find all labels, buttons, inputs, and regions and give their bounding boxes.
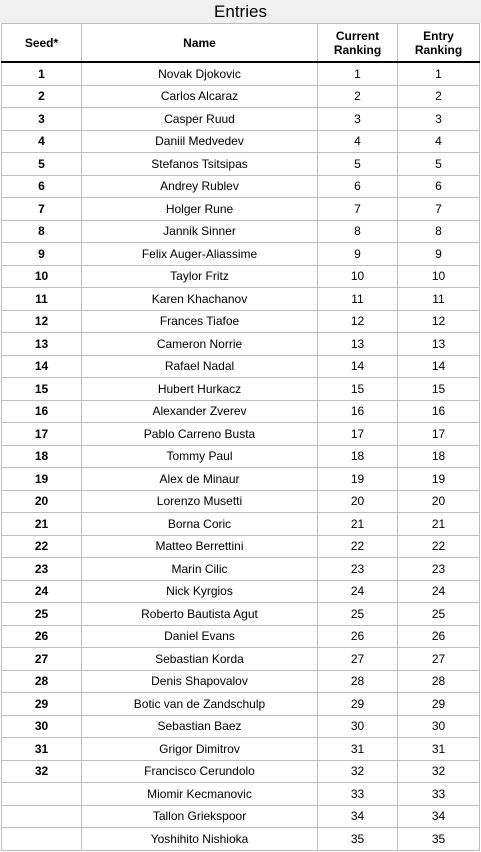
entry-ranking-cell: 19 [398,468,480,491]
table-row [2,558,480,581]
table-row [2,445,480,468]
player-name-cell: Matteo Berrettini [82,535,318,558]
seed-cell: 4 [2,130,82,153]
entry-ranking-cell: 1 [398,62,480,85]
seed-cell: 31 [2,738,82,761]
table-row [2,288,480,311]
table-row [2,85,480,108]
current-ranking-cell: 30 [318,715,398,738]
table-row [2,805,480,828]
table-row [2,265,480,288]
current-ranking-cell: 12 [318,310,398,333]
seed-cell: 32 [2,760,82,783]
current-ranking-cell: 19 [318,468,398,491]
current-ranking-cell: 22 [318,535,398,558]
current-ranking-cell: 14 [318,355,398,378]
seed-cell [2,828,82,851]
entry-ranking-cell: 23 [398,558,480,581]
player-name-cell: Lorenzo Musetti [82,490,318,513]
current-ranking-cell: 24 [318,580,398,603]
entry-ranking-cell: 15 [398,378,480,401]
player-name-cell: Alexander Zverev [82,400,318,423]
table-row [2,648,480,671]
seed-cell: 26 [2,625,82,648]
player-name-cell: Miomir Kecmanovic [82,783,318,806]
current-ranking-cell: 7 [318,198,398,221]
entry-ranking-cell: 24 [398,580,480,603]
player-name-cell: Pablo Carreno Busta [82,423,318,446]
current-ranking-cell: 18 [318,445,398,468]
entry-ranking-cell: 34 [398,805,480,828]
table-row [2,355,480,378]
table-row [2,108,480,131]
player-name-cell: Francisco Cerundolo [82,760,318,783]
current-ranking-cell: 21 [318,513,398,536]
seed-cell: 1 [2,62,82,85]
current-ranking-cell: 29 [318,693,398,716]
current-ranking-cell: 3 [318,108,398,131]
header-line: Ranking [333,42,382,57]
table-row [2,220,480,243]
current-ranking-cell: 2 [318,85,398,108]
entry-ranking-cell: 21 [398,513,480,536]
player-name-cell: Tallon Griekspoor [82,805,318,828]
current-ranking-cell: 1 [318,62,398,85]
seed-cell [2,783,82,806]
player-name-cell: Felix Auger-Aliassime [82,243,318,266]
table-row [2,130,480,153]
entry-ranking-cell: 30 [398,715,480,738]
entry-ranking-cell: 11 [398,288,480,311]
header-line: Current [335,28,380,43]
table-row [2,153,480,176]
current-ranking-cell: 34 [318,805,398,828]
table-row [2,670,480,693]
table-row [2,603,480,626]
table-row [2,243,480,266]
player-name-cell: Andrey Rublev [82,175,318,198]
entry-ranking-cell: 8 [398,220,480,243]
player-name-cell: Carlos Alcaraz [82,85,318,108]
player-name-cell: Marin Cilic [82,558,318,581]
seed-cell: 15 [2,378,82,401]
seed-cell: 7 [2,198,82,221]
seed-cell: 19 [2,468,82,491]
entry-ranking-cell: 29 [398,693,480,716]
table-row [2,333,480,356]
entry-ranking-cell: 32 [398,760,480,783]
entries-table [1,23,480,851]
seed-cell: 21 [2,513,82,536]
seed-cell: 25 [2,603,82,626]
column-header-seed: Seed* [2,24,82,63]
current-ranking-cell: 33 [318,783,398,806]
player-name-cell: Sebastian Baez [82,715,318,738]
table-row [2,535,480,558]
entry-ranking-cell: 33 [398,783,480,806]
entry-ranking-cell: 31 [398,738,480,761]
seed-cell: 17 [2,423,82,446]
entry-ranking-cell: 5 [398,153,480,176]
player-name-cell: Sebastian Korda [82,648,318,671]
player-name-cell: Grigor Dimitrov [82,738,318,761]
player-name-cell: Cameron Norrie [82,333,318,356]
current-ranking-cell: 8 [318,220,398,243]
current-ranking-cell: 13 [318,333,398,356]
entry-ranking-cell: 27 [398,648,480,671]
seed-cell: 23 [2,558,82,581]
table-row [2,828,480,851]
player-name-cell: Jannik Sinner [82,220,318,243]
table-row [2,625,480,648]
player-name-cell: Karen Khachanov [82,288,318,311]
seed-cell: 11 [2,288,82,311]
header-line: Ranking [414,42,463,57]
entry-ranking-cell: 26 [398,625,480,648]
player-name-cell: Denis Shapovalov [82,670,318,693]
player-name-cell: Nick Kyrgios [82,580,318,603]
table-row [2,490,480,513]
player-name-cell: Daniil Medvedev [82,130,318,153]
seed-cell: 9 [2,243,82,266]
table-row [2,738,480,761]
current-ranking-cell: 23 [318,558,398,581]
entry-ranking-cell: 10 [398,265,480,288]
table-row [2,468,480,491]
seed-cell: 18 [2,445,82,468]
entry-ranking-cell: 7 [398,198,480,221]
current-ranking-cell: 11 [318,288,398,311]
table-row [2,693,480,716]
seed-cell: 6 [2,175,82,198]
header-line: Entry [423,28,454,43]
current-ranking-cell: 20 [318,490,398,513]
seed-cell: 14 [2,355,82,378]
entry-ranking-cell: 14 [398,355,480,378]
table-body [2,62,480,850]
current-ranking-cell: 15 [318,378,398,401]
current-ranking-cell: 35 [318,828,398,851]
player-name-cell: Holger Rune [82,198,318,221]
player-name-cell: Alex de Minaur [82,468,318,491]
player-name-cell: Tommy Paul [82,445,318,468]
current-ranking-cell: 16 [318,400,398,423]
current-ranking-cell: 6 [318,175,398,198]
table-row [2,175,480,198]
column-header-entry-ranking [398,24,480,63]
current-ranking-cell: 25 [318,603,398,626]
seed-cell: 24 [2,580,82,603]
table-row [2,715,480,738]
table-row [2,783,480,806]
entry-ranking-cell: 9 [398,243,480,266]
column-header-current-ranking [318,24,398,63]
current-ranking-cell: 32 [318,760,398,783]
entry-ranking-cell: 2 [398,85,480,108]
header-row [2,24,480,63]
entry-ranking-cell: 28 [398,670,480,693]
current-ranking-cell: 28 [318,670,398,693]
seed-cell: 3 [2,108,82,131]
entry-ranking-cell: 25 [398,603,480,626]
seed-cell: 2 [2,85,82,108]
player-name-cell: Yoshihito Nishioka [82,828,318,851]
current-ranking-cell: 27 [318,648,398,671]
player-name-cell: Casper Ruud [82,108,318,131]
seed-cell: 20 [2,490,82,513]
seed-cell: 8 [2,220,82,243]
player-name-cell: Hubert Hurkacz [82,378,318,401]
current-ranking-cell: 17 [318,423,398,446]
table-row [2,62,480,85]
table-header [2,24,480,63]
table-row [2,760,480,783]
entry-ranking-cell: 20 [398,490,480,513]
entry-ranking-cell: 22 [398,535,480,558]
player-name-cell: Novak Djokovic [82,62,318,85]
table-row [2,378,480,401]
player-name-cell: Rafael Nadal [82,355,318,378]
player-name-cell: Taylor Fritz [82,265,318,288]
table-row [2,423,480,446]
entry-ranking-cell: 12 [398,310,480,333]
entry-ranking-cell: 13 [398,333,480,356]
table-row [2,310,480,333]
seed-cell: 10 [2,265,82,288]
table-row [2,513,480,536]
seed-cell: 22 [2,535,82,558]
table-row [2,198,480,221]
player-name-cell: Borna Coric [82,513,318,536]
table-row [2,580,480,603]
current-ranking-cell: 9 [318,243,398,266]
seed-cell: 28 [2,670,82,693]
seed-cell: 12 [2,310,82,333]
current-ranking-cell: 10 [318,265,398,288]
player-name-cell: Roberto Bautista Agut [82,603,318,626]
table-row [2,400,480,423]
player-name-cell: Frances Tiafoe [82,310,318,333]
player-name-cell: Daniel Evans [82,625,318,648]
column-header-name: Name [82,24,318,63]
entry-ranking-cell: 4 [398,130,480,153]
seed-cell: 29 [2,693,82,716]
seed-cell [2,805,82,828]
seed-cell: 27 [2,648,82,671]
current-ranking-cell: 4 [318,130,398,153]
seed-cell: 13 [2,333,82,356]
player-name-cell: Botic van de Zandschulp [82,693,318,716]
table-title: Entries [0,0,481,23]
current-ranking-cell: 26 [318,625,398,648]
entry-ranking-cell: 3 [398,108,480,131]
entry-ranking-cell: 6 [398,175,480,198]
entry-ranking-cell: 18 [398,445,480,468]
seed-cell: 5 [2,153,82,176]
entry-ranking-cell: 16 [398,400,480,423]
player-name-cell: Stefanos Tsitsipas [82,153,318,176]
entry-ranking-cell: 17 [398,423,480,446]
entry-ranking-cell: 35 [398,828,480,851]
current-ranking-cell: 5 [318,153,398,176]
seed-cell: 30 [2,715,82,738]
current-ranking-cell: 31 [318,738,398,761]
seed-cell: 16 [2,400,82,423]
